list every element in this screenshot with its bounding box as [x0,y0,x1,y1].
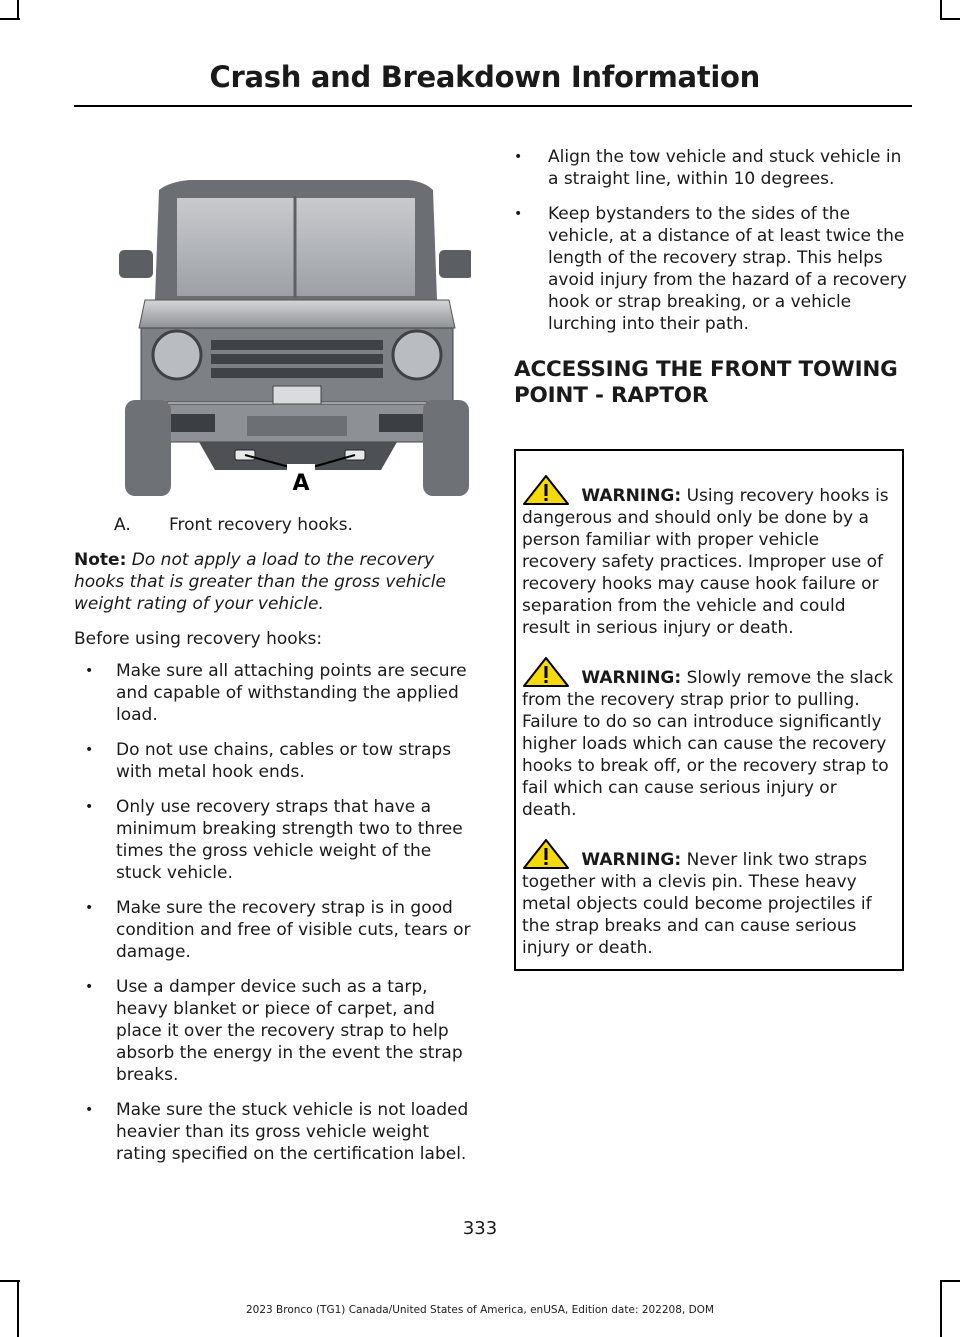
crop-mark [940,18,960,20]
left-column [74,150,476,1178]
list-item: • Make sure all attaching points are secure and capable of withstanding the applied load. [85,661,467,725]
note-text: Do not apply a load to the recovery hooks that is greater than the gross vehicle weight rating of your vehicle. [74,550,446,614]
bullet-icon: • [85,979,94,995]
warning-label: WARNING: [581,668,682,688]
page-title: Crash and Breakdown Information [209,60,760,94]
note-paragraph [74,549,476,615]
legend-key: A. [114,515,131,535]
warning-text: Never link two straps together with a clevis pin. These heavy metal objects could become projectiles if the strap breaks and can cause serious injury or death. [522,850,872,958]
bullet-icon: • [514,206,523,222]
vehicle-front-figure [74,150,476,496]
warning-label: WARNING: [581,486,682,506]
legend-text: Front recovery hooks. [169,515,353,535]
list-item: • Align the tow vehicle and stuck vehicle in a straight line, within 10 degrees. [514,147,902,189]
intro-text: Before using recovery hooks: [74,629,323,649]
warning-text: Using recovery hooks is dangerous and should only be done by a person familiar with proper vehicle recovery safety practices. Improper use of recovery hooks may cause hook failure or separation from the vehicle and could result in serious injury or death. [522,486,889,638]
warning-paragraph [522,475,894,639]
crop-mark [0,1280,20,1282]
left-bullet-list [74,660,476,1165]
section-heading: ACCESSING THE FRONT TOWING POINT - RAPTOR [514,357,898,408]
right-bullet-list [514,146,910,335]
bullet-icon: • [85,900,94,916]
warning-label: WARNING: [581,850,682,870]
warning-box [514,449,904,971]
crop-mark [940,1280,960,1282]
warning-triangle-icon [522,839,576,869]
list-item: • Only use recovery straps that have a minimum breaking strength two to three times the gross vehicle weight of the stuck vehicle. [85,797,463,883]
crop-mark [0,18,20,20]
warning-triangle-icon [522,475,576,505]
page-number: 333 [462,1218,498,1239]
crop-mark [940,0,942,20]
bullet-icon: • [85,1102,94,1118]
warning-paragraph [522,839,894,959]
callout-label: A [292,471,310,496]
warning-triangle-icon [522,657,576,687]
list-item: • Make sure the recovery strap is in good condition and free of visible cuts, tears or damage. [85,898,471,962]
warning-text: Slowly remove the slack from the recovery strap prior to pulling. Failure to do so can introduce significantly higher loads which can cause the recovery hooks to break off, or the recovery strap to fail which can cause serious injury or death. [522,668,894,820]
right-column [514,146,910,971]
header-rule [74,105,912,107]
note-label: Note: [74,550,127,570]
bullet-icon: • [514,149,523,165]
warning-paragraph [522,657,894,821]
figure-legend [74,514,476,536]
bullet-icon: • [85,742,94,758]
list-item: • Keep bystanders to the sides of the vehicle, at a distance of at least twice the length of the recovery strap. This helps avoid injury from the hazard of a recovery hook or strap breaking, or a vehicle lurching into their path. [514,204,907,334]
bullet-icon: • [85,663,94,679]
list-item: • Use a damper device such as a tarp, heavy blanket or piece of carpet, and place it over the recovery strap to help absorb the energy in the event the strap breaks. [85,977,463,1085]
list-item: • Do not use chains, cables or tow straps with metal hook ends. [85,740,452,782]
footer-text: 2023 Bronco (TG1) Canada/United States of America, enUSA, Edition date: 202208, DOM [245,1304,714,1316]
bullet-icon: • [85,799,94,815]
bronco-front-illustration [119,150,471,496]
list-item: • Make sure the stuck vehicle is not loaded heavier than its gross vehicle weight rating specified on the certification label. [85,1100,469,1164]
crop-mark [17,0,19,20]
